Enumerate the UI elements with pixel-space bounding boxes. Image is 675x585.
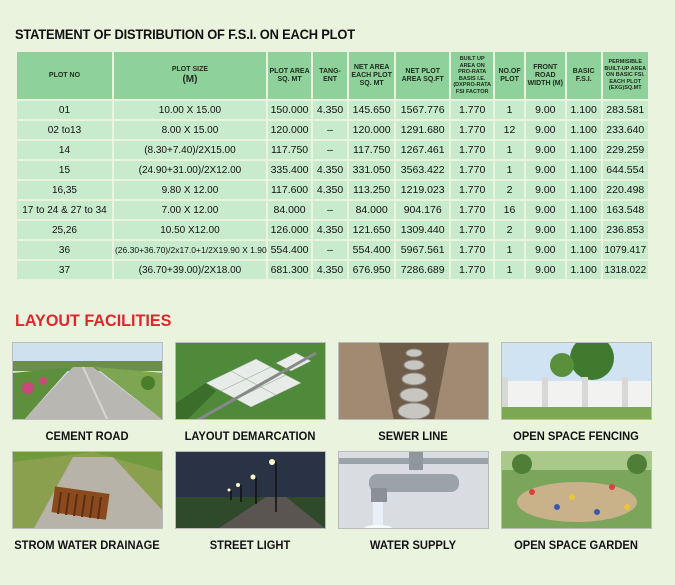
cell-size: (8.30+7.40)/2X15.00 [114, 141, 266, 159]
cell-plot: 17 to 24 & 27 to 34 [17, 201, 112, 219]
garden-photo [501, 451, 652, 529]
cell-plot: 25,26 [17, 221, 112, 239]
cell-perm: 1318.022 [603, 261, 648, 279]
cell-area: 681.300 [268, 261, 311, 279]
table-row [17, 161, 648, 179]
facility-label: WATER SUPPLY [369, 538, 457, 552]
cell-road: 9.00 [526, 241, 565, 259]
cell-tangent: 4.350 [313, 261, 347, 279]
cell-size: 7.00 X 12.00 [114, 201, 266, 219]
cell-road: 9.00 [526, 161, 565, 179]
cell-plot: 36 [17, 241, 112, 259]
cell-tangent: 4.350 [313, 161, 347, 179]
cell-perm: 229.259 [603, 141, 648, 159]
cell-perm: 233.640 [603, 121, 648, 139]
cell-net: 120.000 [349, 121, 394, 139]
cell-area: 117.600 [268, 181, 311, 199]
header-net-area: NET AREA EACH PLOT SQ. MT [349, 52, 394, 99]
cell-net: 554.400 [349, 241, 394, 259]
cell-count: 12 [495, 121, 523, 139]
cell-area: 554.400 [268, 241, 311, 259]
facility-water-supply [333, 451, 493, 552]
cell-fsi: 1.100 [567, 201, 601, 219]
cell-road: 9.00 [526, 181, 565, 199]
cell-area: 117.750 [268, 141, 311, 159]
cell-net: 84.000 [349, 201, 394, 219]
table-row [17, 261, 648, 279]
header-tangent: TANG-ENT [313, 52, 347, 99]
cell-sqft: 1309.440 [396, 221, 449, 239]
facility-open-space-garden [496, 451, 656, 552]
cell-plot: 37 [17, 261, 112, 279]
table-row [17, 141, 648, 159]
cell-net: 676.950 [349, 261, 394, 279]
cell-area: 150.000 [268, 101, 311, 119]
cell-perm: 1079.417 [603, 241, 648, 259]
cell-net: 113.250 [349, 181, 394, 199]
cell-tangent: 4.350 [313, 221, 347, 239]
cell-area: 335.400 [268, 161, 311, 179]
cell-sqft: 1219.023 [396, 181, 449, 199]
cell-tangent: 4.350 [313, 101, 347, 119]
cell-area: 126.000 [268, 221, 311, 239]
cell-size: (36.70+39.00)/2X18.00 [114, 261, 266, 279]
cell-builtup: 1.770 [451, 181, 493, 199]
facility-label: STREET LIGHT [209, 538, 291, 552]
header-front-road: FRONT ROAD WIDTH (M) [526, 52, 565, 99]
facility-street-light [170, 451, 330, 552]
cell-plot: 16,35 [17, 181, 112, 199]
cell-sqft: 7286.689 [396, 261, 449, 279]
table-row [17, 201, 648, 219]
cell-sqft: 3563.422 [396, 161, 449, 179]
header-net-sqft: NET PLOT AREA SQ.FT [396, 52, 449, 99]
cell-builtup: 1.770 [451, 121, 493, 139]
header-basic-fsi: BASIC F.S.I. [567, 52, 601, 99]
facility-label: SEWER LINE [378, 429, 448, 443]
table-body [17, 101, 648, 279]
fence-photo [501, 342, 652, 420]
facility-cement-road [7, 342, 167, 443]
cell-count: 1 [495, 261, 523, 279]
cell-perm: 644.554 [603, 161, 648, 179]
facility-label: CEMENT ROAD [45, 429, 129, 443]
header-no-of-plot: NO.OF PLOT [495, 52, 523, 99]
cell-tangent: 4.350 [313, 181, 347, 199]
cell-builtup: 1.770 [451, 141, 493, 159]
cell-road: 9.00 [526, 201, 565, 219]
cell-size: 9.80 X 12.00 [114, 181, 266, 199]
cell-road: 9.00 [526, 261, 565, 279]
cell-builtup: 1.770 [451, 201, 493, 219]
cell-builtup: 1.770 [451, 221, 493, 239]
cell-plot: 01 [17, 101, 112, 119]
table-row [17, 121, 648, 139]
cell-net: 117.750 [349, 141, 394, 159]
facility-label: OPEN SPACE FENCING [513, 429, 639, 443]
cell-fsi: 1.100 [567, 161, 601, 179]
demarcation-photo [175, 342, 326, 420]
cell-road: 9.00 [526, 121, 565, 139]
cell-net: 331.050 [349, 161, 394, 179]
facilities-title: LAYOUT FACILITIES [15, 311, 172, 330]
table-row [17, 221, 648, 239]
sewer-photo [338, 342, 489, 420]
table-row [17, 101, 648, 119]
cell-fsi: 1.100 [567, 241, 601, 259]
table-row [17, 241, 648, 259]
cell-perm: 236.853 [603, 221, 648, 239]
cell-builtup: 1.770 [451, 241, 493, 259]
table-row [17, 181, 648, 199]
facility-label: OPEN SPACE GARDEN [514, 538, 638, 552]
drain-photo [12, 451, 163, 529]
cell-road: 9.00 [526, 221, 565, 239]
facility-label: LAYOUT DEMARCATION [184, 429, 316, 443]
cell-tangent: – [313, 121, 347, 139]
facility-storm-water-drainage [7, 451, 167, 552]
table-title: STATEMENT OF DISTRIBUTION OF F.S.I. ON EACH PLOT [15, 26, 355, 42]
cell-plot: 15 [17, 161, 112, 179]
cell-fsi: 1.100 [567, 221, 601, 239]
cell-count: 2 [495, 181, 523, 199]
cell-area: 120.000 [268, 121, 311, 139]
header-permissible: PERMISIBLE BUILT-UP AREA ON BASIC FSI. EACH PLOT (EXG)SQ.MT [603, 52, 648, 99]
road-photo [12, 342, 163, 420]
cell-tangent: – [313, 201, 347, 219]
cell-size: (24.90+31.00)/2X12.00 [114, 161, 266, 179]
header-built-up: BUILT UP AREA ON PRO-RATA BASIS I.E. (DXPRO-RATA FSI FACTOR [451, 52, 493, 99]
cell-count: 1 [495, 141, 523, 159]
cell-size: (26.30+36.70)/2x17.0+1/2X19.90 X 1.90 [114, 241, 266, 259]
tap-photo [338, 451, 489, 529]
streetlight-photo [175, 451, 326, 529]
cell-count: 2 [495, 221, 523, 239]
cell-road: 9.00 [526, 141, 565, 159]
facility-label: STROM WATER DRAINAGE [14, 538, 160, 552]
cell-sqft: 904.176 [396, 201, 449, 219]
cell-tangent: – [313, 241, 347, 259]
cell-size: 10.50 X12.00 [114, 221, 266, 239]
cell-fsi: 1.100 [567, 121, 601, 139]
cell-perm: 220.498 [603, 181, 648, 199]
facility-sewer-line [333, 342, 493, 443]
cell-builtup: 1.770 [451, 101, 493, 119]
cell-plot: 02 to13 [17, 121, 112, 139]
cell-tangent: – [313, 141, 347, 159]
cell-size: 8.00 X 15.00 [114, 121, 266, 139]
cell-fsi: 1.100 [567, 101, 601, 119]
cell-road: 9.00 [526, 101, 565, 119]
cell-size: 10.00 X 15.00 [114, 101, 266, 119]
cell-builtup: 1.770 [451, 261, 493, 279]
cell-count: 1 [495, 241, 523, 259]
cell-perm: 163.548 [603, 201, 648, 219]
cell-count: 16 [495, 201, 523, 219]
cell-fsi: 1.100 [567, 141, 601, 159]
cell-count: 1 [495, 101, 523, 119]
header-plot-area: PLOT AREA SQ. MT [268, 52, 311, 99]
cell-builtup: 1.770 [451, 161, 493, 179]
cell-sqft: 5967.561 [396, 241, 449, 259]
cell-perm: 283.581 [603, 101, 648, 119]
cell-area: 84.000 [268, 201, 311, 219]
header-plot-size: PLOT SIZE (M) [114, 52, 266, 99]
cell-net: 145.650 [349, 101, 394, 119]
table-header-row [17, 52, 648, 99]
facility-open-space-fencing [496, 342, 656, 443]
cell-sqft: 1267.461 [396, 141, 449, 159]
cell-fsi: 1.100 [567, 181, 601, 199]
cell-plot: 14 [17, 141, 112, 159]
cell-count: 1 [495, 161, 523, 179]
fsi-table [15, 50, 650, 281]
cell-sqft: 1567.776 [396, 101, 449, 119]
facility-layout-demarcation [170, 342, 330, 443]
cell-sqft: 1291.680 [396, 121, 449, 139]
cell-net: 121.650 [349, 221, 394, 239]
cell-fsi: 1.100 [567, 261, 601, 279]
header-plot-no: PLOT NO [17, 52, 112, 99]
